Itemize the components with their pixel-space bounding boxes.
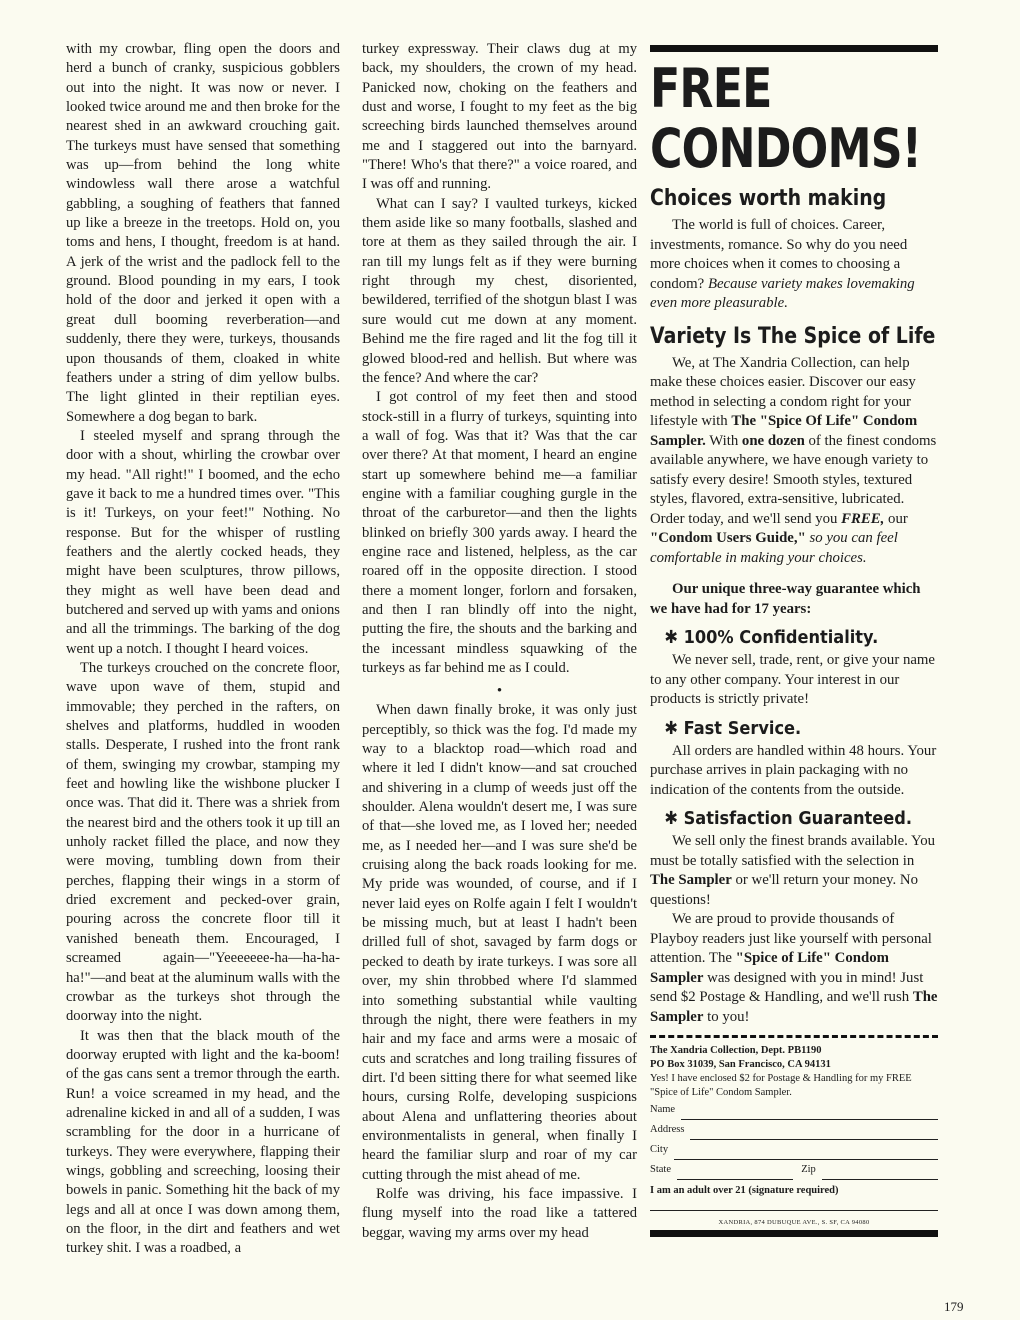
ad-footer-address: XANDRIA, 874 DUBUQUE AVE., S. SF, CA 94080: [718, 1219, 870, 1226]
guarantee-confidentiality-text: We never sell, trade, rent, or give your name to any other company. Your interest in our products is strictly private!: [650, 652, 935, 707]
article-paragraph: I steeled myself and sprang through the door with a shout, whirling the crowbar over my head. "All right!" I boomed, and the echo gave it back to me a hundred times over. "This is it! Turkeys, on your feet!" Nothing. No response. But for the whisper of rustling feathers and the alertly cocked heads, they might have been sculptures, throw pillows, they might as well have been dead and butchered and served up with yams and onions and all the trimmings. The barking of the dog went up a notch. I thought I heard voices.: [66, 427, 340, 657]
article-paragraph: Rolfe was driving, his face impassive. I flung myself into the road like a tattered beggar, waving my arms over my head: [362, 1185, 637, 1241]
ad-paragraph-playboy: We are proud to provide thousands of Playboy readers just like yourself with personal attention. The "Spice of Life" Condom Sampler was designed with you in mind! Just send $2 Postage & Handling, and we'll rush The Sampler to you!: [650, 911, 938, 1025]
coupon-cut-line: [650, 1035, 938, 1038]
ad-guarantee-intro: Our unique three-way guarantee which we have had for 17 years:: [650, 581, 921, 617]
section-break: •: [496, 683, 503, 700]
page-number: 179: [944, 1299, 964, 1314]
guarantee-satisfaction-text: We sell only the finest brands available. You must be totally satisfied with the selection in The Sampler or we'll return your money. No questions!: [650, 833, 936, 908]
article-paragraph: with my crowbar, fling open the doors and herd a bunch of cranky, suspicious gobblers out into the night. It was now or never. I looked twice around me and then broke for the nearest shed in an awkward crouching gait. The turkeys must have sensed that something was up—from behind the long white windowless wall there arose a watchful gabbling, a soughing of feathers that fanned up like a breeze in the treetops. Hold on, you toms and hens, I thought, freedom is at hand. A jerk of the wrist and the padlock fell to the ground. Blood pounding in my ears, I took hold of the door and jerked it open with a great dull booming reverberation—and suddenly, there they were, turkeys, thousands upon thousands of them, cloaked in white feathers under a string of dim yellow bulbs. The light glinted in their reptilian eyes. Somewhere a dog began to bark.: [66, 41, 340, 425]
article-paragraph: When dawn finally broke, it was only just perceptibly, so thick was the fog. I'd made my way to a blacktop road—which road and where it led I didn't know—and sat crouched and shivering in a clump of weeds just off the shoulder. Alena wouldn't desert me, I was sure of that—she loved me, as I loved her; needed me, as I needed her—and I was sure she'd be cruising along the back roads looking for me. My pride was wounded, of course, and if I never laid eyes on Rolfe again I felt I wouldn't be missing much, but at least I hadn't been drilled full of shot, savaged by farm dogs or pecked to death by irate turkeys. I was sore all over, my shin throbbed where I'd slammed into something substantial while vaulting through the night, there were feathers in my hair and my face and arms were a mosaic of cuts and scratches and long trailing fissures of dirt. I'd been sitting there for what seemed like hours, cursing Rolfe, developing suspicions about Alena and unflattering theories about environmentalists in general, when finally I heard the familiar slurp and roar of my car cutting through the mist ahead of me.: [362, 702, 637, 1183]
article-paragraph: What can I say? I vaulted turkeys, kicked them aside like so many footballs, slashed and tore at them as they sailed through the air. I ran till my lungs felt as if they were burning right through my chest, disoriented, bewildered, terrified of the shotgun blast I was sure would cut me down at any moment. Behind me the fire raged and lit the fog till it glowed blood-red and hellish. But where was the fence? And where the car?: [362, 195, 637, 386]
article-paragraph: I got control of my feet then and stood stock-still in a flurry of turkeys, squinting into a wall of fog. Was that it? Was that the car over there? At that moment, I heard an engine start up somewhere behind me—a familiar engine with a familiar coughing gurgle in the throat of the carburetor—and then the lights blinked on briefly 300 yards away. I heard the engine race and listened, helpless, as the car roared off in the opposite direction. I stood there a moment longer, forlorn and forsaken, and then I ran blindly off into the night, putting the fire, the shouts and the barking and the incessant mindless squawking of the turkeys as far behind me as I could.: [362, 389, 637, 676]
ad-subhead-choices: Choices worth making: [650, 186, 887, 211]
coupon-order-text: Yes! I have enclosed $2 for Postage & Handling for my FREE "Spice of Life" Condom Sampler.: [650, 1073, 912, 1098]
guarantee-fast-service-text: All orders are handled within 48 hours. Your purchase arrives in plain packaging with no indication of the contents from the outside.: [650, 742, 937, 798]
coupon-dept: The Xandria Collection, Dept. PB1190: [650, 1045, 822, 1056]
coupon-signature-rule: [650, 1210, 938, 1211]
ad-headline-free: FREE: [650, 57, 772, 120]
coupon-name-field[interactable]: Name: [650, 1100, 938, 1120]
coupon-city-field[interactable]: City: [650, 1140, 938, 1160]
ad-headline-condoms: CONDOMS!: [650, 117, 922, 180]
guarantee-satisfaction-title: ✱ Satisfaction Guaranteed.: [664, 808, 913, 829]
article-paragraph: It was then that the black mouth of the doorway erupted with light and the ka-boom! of the gas cans sent a tremor through the earth. Run! a voice screamed in my head, and the adrenaline kicked in and all of a sudden, I was scrambling for the door in a hurricane of turkeys. They were everywhere, flapping their wings, gobbling and screeching, loosing their bowels in panic. Something hit the back of my legs and all at once I was down among them, on the floor, in the dirt and feathers and wet turkey shit. I was a roadbed, a: [66, 1027, 340, 1257]
condom-advertisement: [650, 45, 938, 1285]
guarantee-confidentiality-title: ✱ 100% Confidentiality.: [664, 627, 879, 648]
ad-paragraph-variety: We, at The Xandria Collection, can help make these choices easier. Discover our easy method in selecting a condom right for your lifestyle with The "Spice Of Life" Condom Sampler. With one dozen of the finest condoms available anywhere, we have enough variety to satisfy every desire! Smooth styles, textured styles, flavored, extra-sensitive, lubricated. Order today, and we'll send you FREE, our "Condom Users Guide," so you can feel comfortable in making your choices.: [650, 354, 937, 566]
article-column-2: [362, 40, 637, 1290]
ad-top-rule: [650, 45, 938, 52]
article-paragraph: turkey expressway. Their claws dug at my back, my shoulders, the crown of my head. Panicked now, choking on the feathers and dust and worse, I fought to my feet as the big screeching birds launched themselves around me and I staggered out into the barnyard. "There! Who's that there?" a voice roared, and I was off and running.: [362, 41, 637, 193]
coupon-po-box: PO Box 31039, San Francisco, CA 94131: [650, 1059, 831, 1070]
guarantee-fast-service-title: ✱ Fast Service.: [664, 717, 802, 739]
coupon-adult-line: I am an adult over 21 (signature required): [650, 1185, 839, 1196]
coupon-address-field[interactable]: Address: [650, 1120, 938, 1140]
ad-bottom-rule: [650, 1230, 938, 1237]
ad-subhead-variety: Variety Is The Spice of Life: [650, 323, 936, 349]
coupon-state-zip-field[interactable]: State Zip: [650, 1160, 938, 1180]
order-coupon: [650, 1044, 938, 1226]
ad-paragraph-choices: The world is full of choices. Career, investments, romance. So why do you need more choices when it comes to choosing a condom? Because variety makes lovemaking even more pleasurable.: [650, 217, 915, 311]
article-column-1: [66, 40, 340, 1290]
article-paragraph: The turkeys crouched on the concrete floor, wave upon wave of them, stupid and immovable; they perched in the rafters, on shelves and platforms, huddled in wooden stalls. Desperate, I rushed into the front rank of them, swinging my crowbar, stamping my feet and howling like the wishbone plucker I once was. That did it. There was a shriek from the nearest bird and the others took it up till an unholy racket filled the place, and now they were moving, tumbling down from their perches, flapping their wings in a storm of dried excrement and pecked-over grain, pouring across the concrete floor till it vanished beneath them. Encouraged, I screamed again—"Yeeeeeee-ha—ha-ha-ha!"—and beat at the aluminum walls with the crowbar as the turkeys shot through the doorway into the night.: [66, 660, 340, 1025]
